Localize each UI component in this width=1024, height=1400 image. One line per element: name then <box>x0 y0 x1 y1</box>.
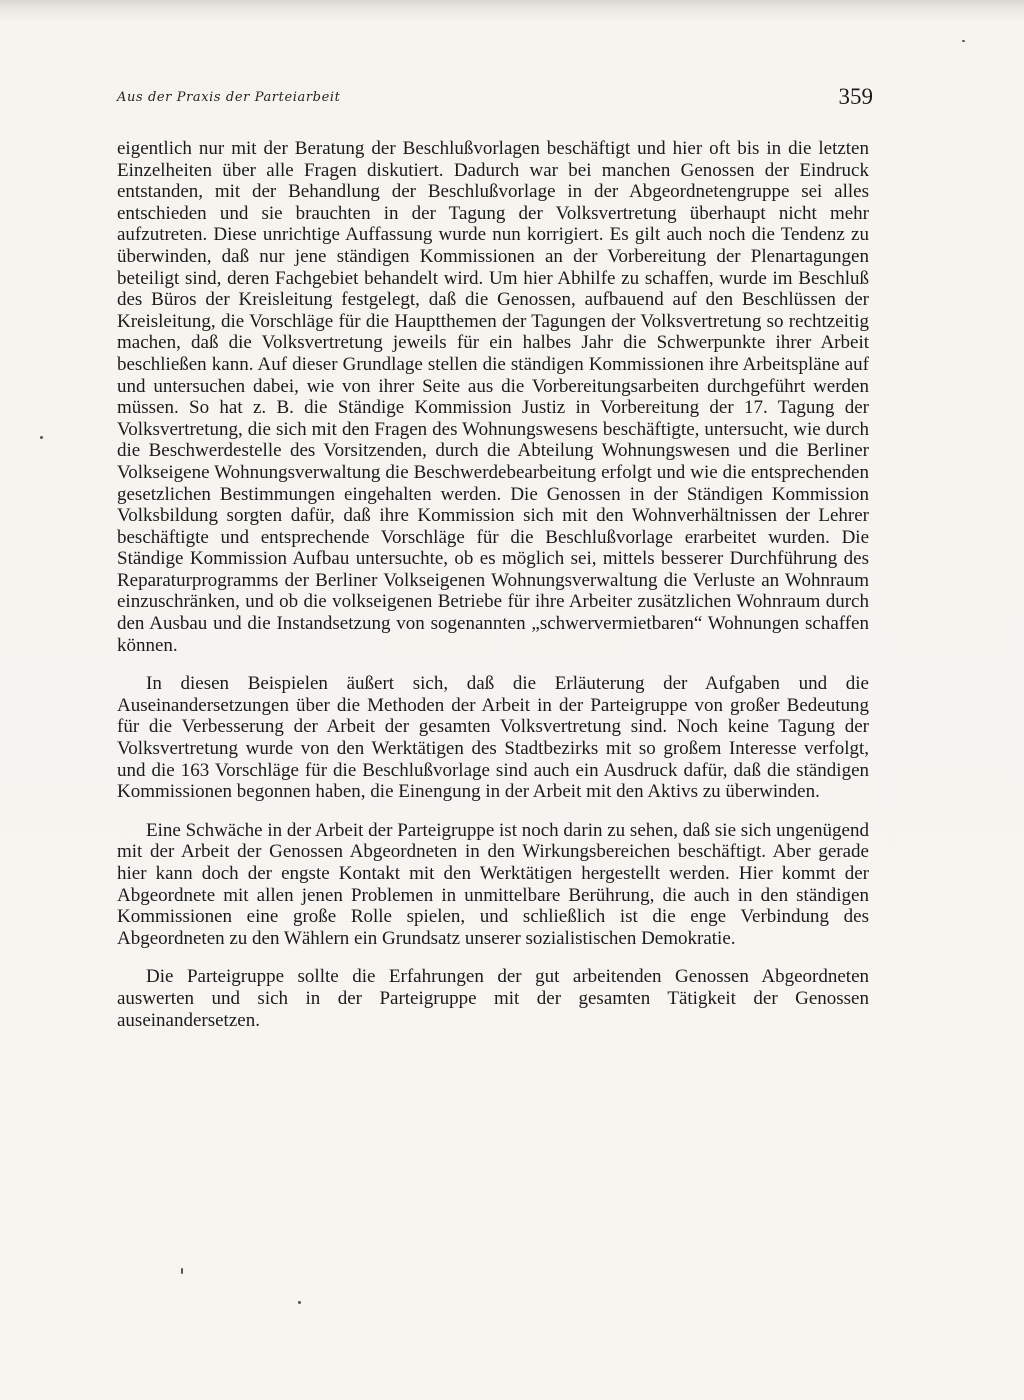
scan-speck <box>40 436 43 439</box>
running-head: Aus der Praxis der Parteiarbeit <box>117 90 341 105</box>
body-text <box>117 138 869 1031</box>
page-header <box>117 84 873 114</box>
scan-speck <box>181 1268 183 1274</box>
page-number: 359 <box>838 84 873 109</box>
paragraph-3: Eine Schwäche in der Arbeit der Parteigruppe ist noch darin zu sehen, daß sie sich ungenügend mit der Arbeit der Genossen Abgeordneten in den Wirkungsbereichen beschäftigt. Aber gerade hier kann doch der engste Kontakt mit den Werktätigen hergestellt werden. Hier kommt der Abgeordnete mit allen jenen Problemen in unmittelbare Berührung, die auch in den ständigen Kommissionen eine große Rolle spielen, und schließlich ist die enge Verbindung des Abgeordneten zu den Wählern ein Grundsatz unserer sozialistischen Demokratie. <box>117 819 869 949</box>
paragraph-1: eigentlich nur mit der Beratung der Beschlußvorlagen beschäftigt und hier oft bis in die letzten Einzelheiten über alle Fragen diskutiert. Dadurch war bei manchen Genossen der Eindruck entstanden, mit der Behandlung der Beschlußvorlage in der Abgeordnetengruppe sei alles entschieden und sie brauchten in der Tagung der Volksvertretung überhaupt nicht mehr aufzutreten. Diese unrichtige Auffassung wurde nun korrigiert. Es gilt auch noch die Tendenz zu überwinden, daß nur jene ständigen Kommissionen an der Vorbereitung der Plenartagungen beteiligt sind, deren Fachgebiet behandelt wird. Um hier Abhilfe zu schaffen, wurde im Beschluß des Büros der Kreisleitung festgelegt, daß die Genossen, aufbauend auf den Beschlüssen der Kreisleitung, die Vorschläge für die Hauptthemen der Tagungen der Volksvertretung so rechtzeitig machen, daß die Volksvertretung jeweils für ein halbes Jahr die Schwerpunkte ihrer Arbeit beschließen kann. Auf dieser Grundlage stellen die ständigen Kommissionen ihre Arbeitspläne auf und untersuchen dabei, wie von ihrer Seite aus die Vorbereitungsarbeiten durchgeführt werden müssen. So hat z. B. die Ständige Kommission Justiz in Vorbereitung der 17. Tagung der Volksvertretung, die sich mit den Fragen des Wohnungswesens beschäftigte, untersucht, wie durch die Beschwerdestelle des Vorsitzenden, durch die Abteilung Wohnungswesen und die Berliner Volkseigene Wohnungsverwaltung die Beschwerdebearbeitung erfolgt und wie die entsprechenden gesetzlichen Bestimmungen eingehalten werden. Die Genossen in der Ständigen Kommission Volksbildung sorgten dafür, daß ihre Kommission sich mit den Wohnverhältnissen der Lehrer beschäftigte und entsprechende Vorschläge für die Beschlußvorlage erarbeitet wurden. Die Ständige Kommission Aufbau untersuchte, ob es möglich sei, mittels besserer Durchführung des Reparaturprogramms der Berliner Volkseigenen Wohnungsverwaltung die Verluste an Wohnraum einzuschränken, und ob die volkseigenen Betriebe für ihre Arbeiter zusätzlichen Wohnraum durch den Ausbau und die Instandsetzung von sogenannten „schwervermietbaren“ Wohnungen schaffen können. <box>117 138 869 656</box>
paragraph-4: Die Parteigruppe sollte die Erfahrungen der gut arbeitenden Genossen Abgeordneten auswerten und sich in der Parteigruppe mit der gesamten Tätigkeit der Genossen auseinandersetzen. <box>117 966 869 1031</box>
paragraph-2: In diesen Beispielen äußert sich, daß die Erläuterung der Aufgaben und die Auseinandersetzungen über die Methoden der Arbeit in der Parteigruppe von großer Bedeutung für die Verbesserung der Arbeit der gesamten Volksvertretung sind. Noch keine Tagung der Volksvertretung wurde von den Werktätigen des Stadtbezirks mit so großem Interesse verfolgt, und die 163 Vorschläge für die Beschlußvorlage sind auch ein Ausdruck dafür, daß die ständigen Kommissionen begonnen haben, die Einengung in der Arbeit mit den Aktivs zu überwinden. <box>117 673 869 803</box>
scan-speck <box>298 1301 301 1304</box>
scan-speck <box>962 40 965 42</box>
